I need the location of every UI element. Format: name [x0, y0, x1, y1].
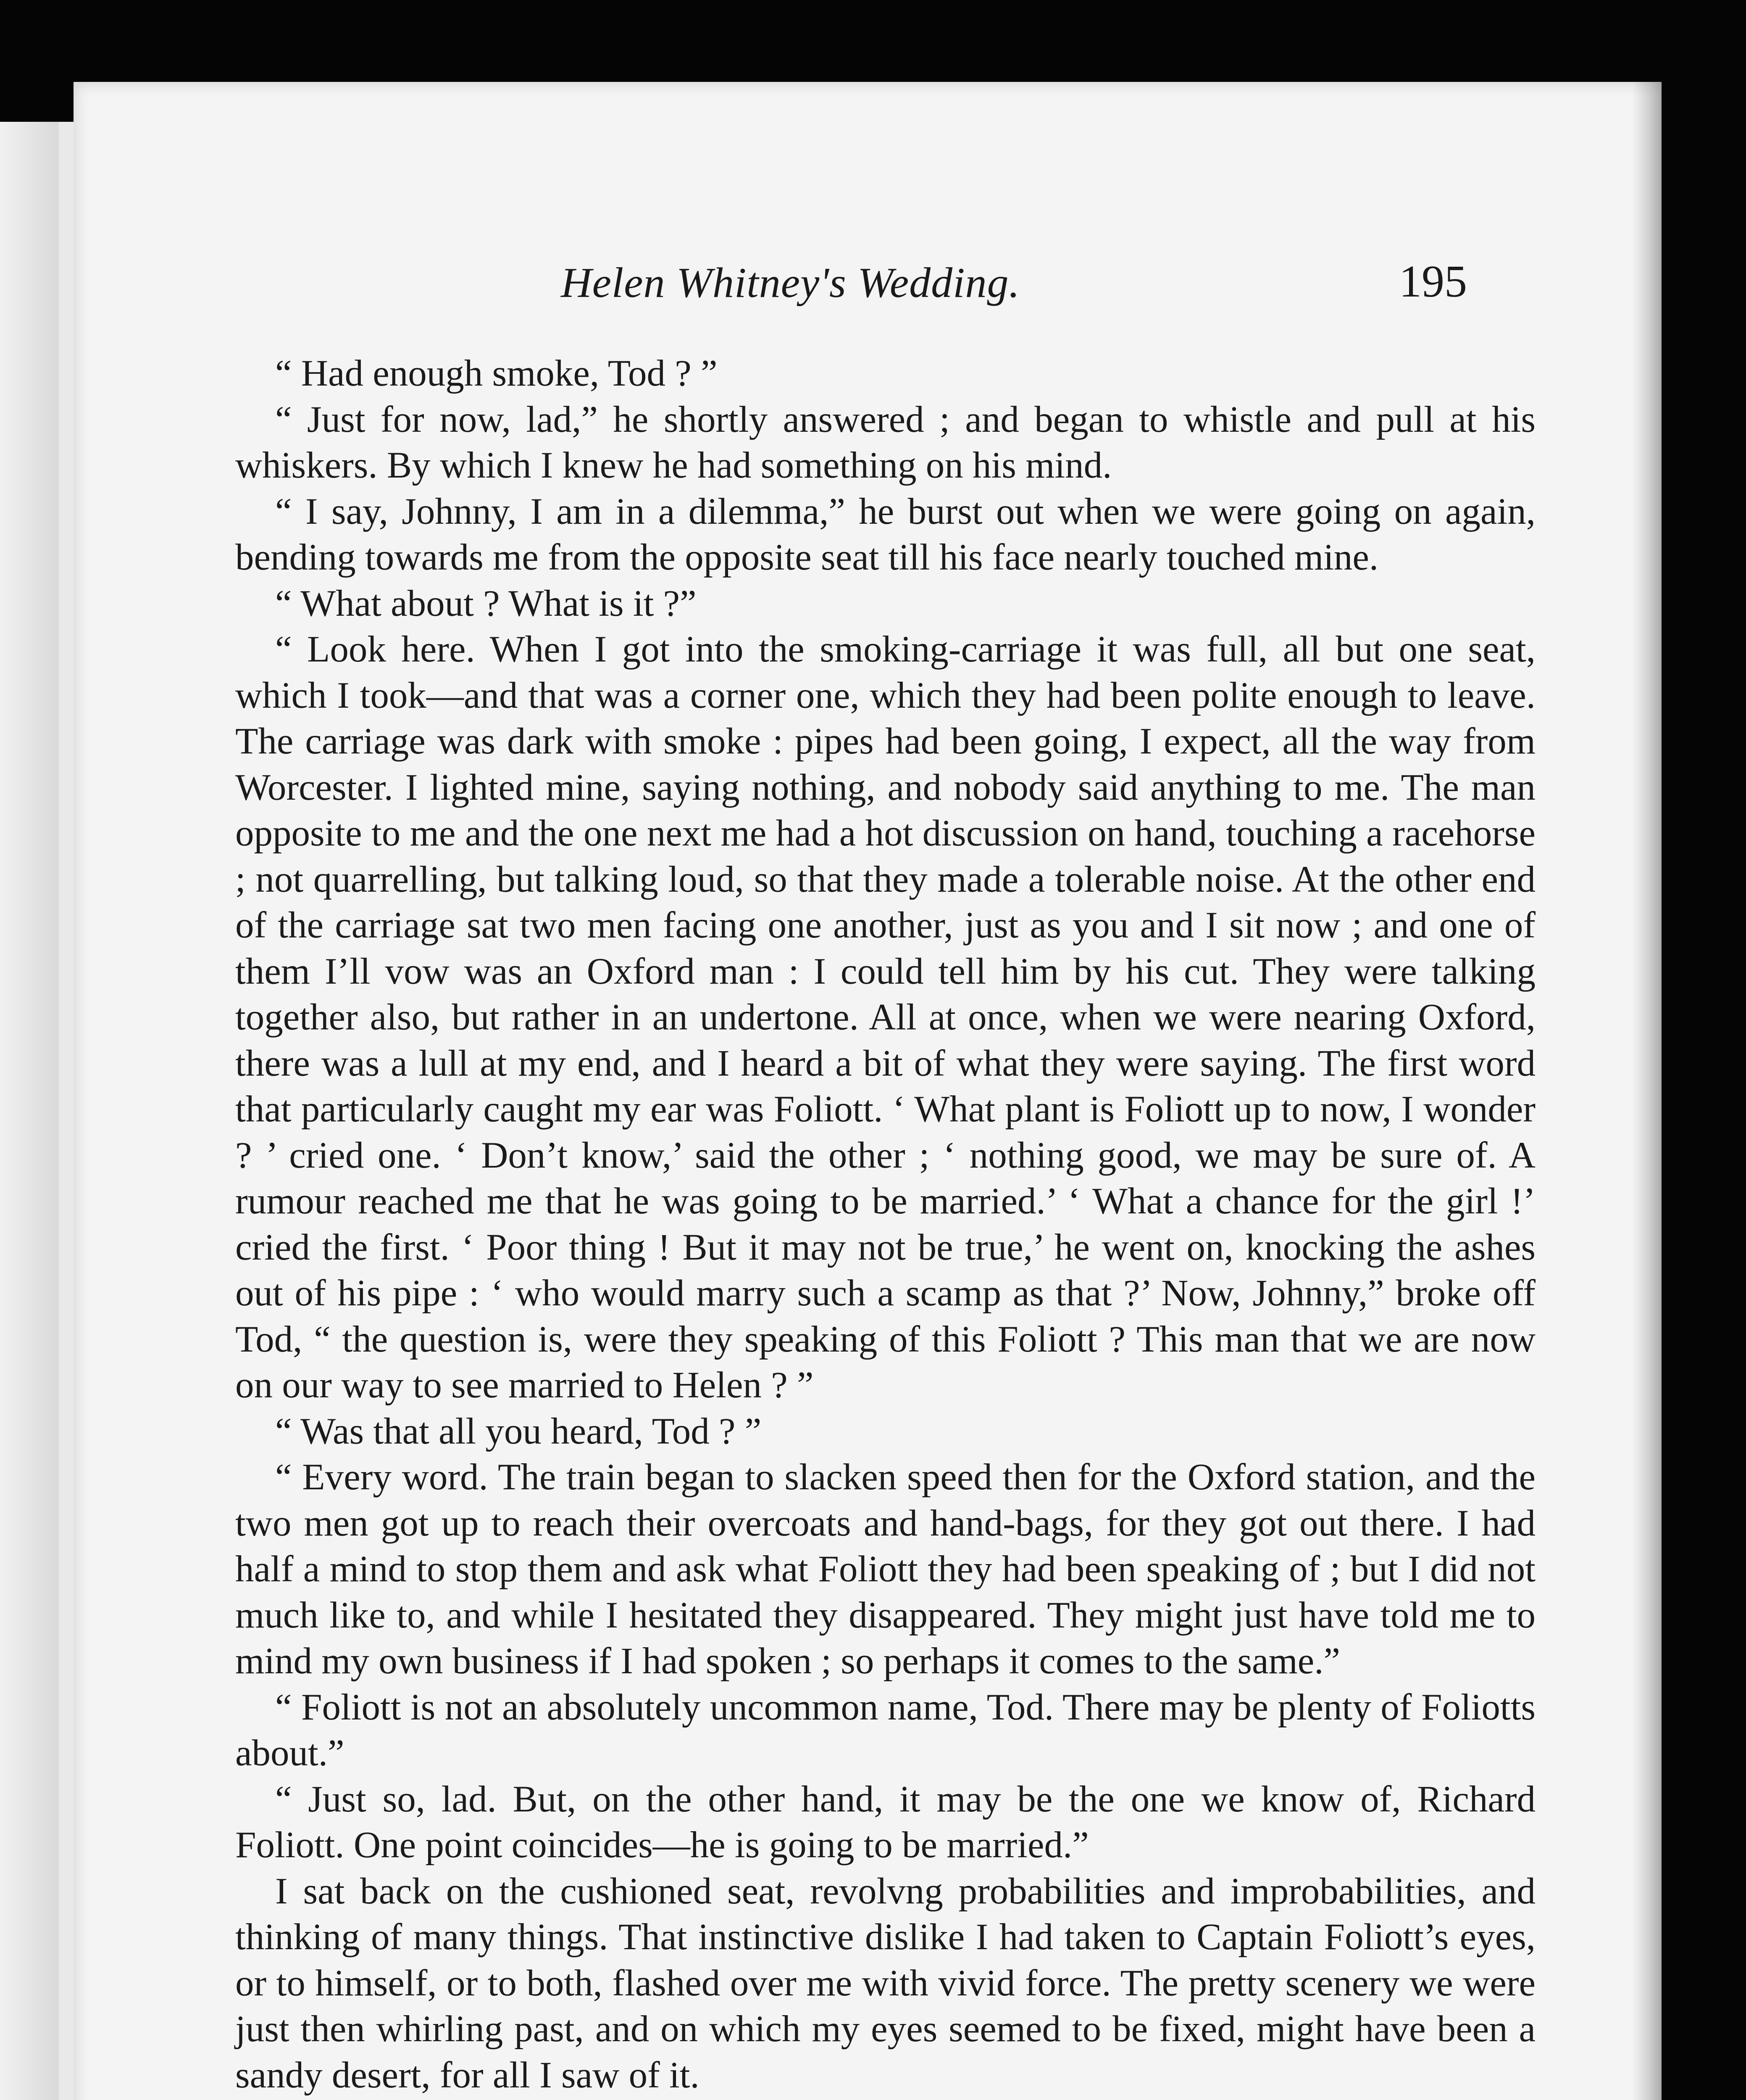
paragraph-3: “ I say, Johnny, I am in a dilemma,” he burst out when we were going on again, bending towards me from the opposite seat till his face nearly touched mine.	[235, 491, 1536, 578]
paragraph-5: “ Look here. When I got into the smoking-carriage it was full, all but one seat, which I took—and that was a corner one, which they had been polite enough to leave. The carriage was dark with smoke : pipes had been going, I expect, all the way from Worcester. I lighted mine, saying nothing, and nobody said anything to me. The man opposite to me and the one next me had a hot discussion on hand, touching a racehorse ; not quarrelling, but talking loud, so that they made a tolerable noise. At the other end of the carriage sat two men facing one another, just as you and I sit now ; and one of them I’ll vow was an Oxford man : I could tell him by his cut. They were talking together also, but rather in an undertone. All at once, when we were nearing Oxford, there was a lull at my end, and I heard a bit of what they were saying. The first word that particularly caught my ear was Foliott. ‘ What plant is Foliott up to now, I wonder ? ’ cried one. ‘ Don’t know,’ said the other ; ‘ nothing good, we may be sure of. A rumour reached me that he was going to be married.’ ‘ What a chance for the girl !’ cried the first. ‘ Poor thing ! But it may not be true,’ he went on, knocking the ashes out of his pipe : ‘ who would marry such a scamp as that ?’ Now, Johnny,” broke off Tod, “ the question is, were they speaking of this Foliott ? This man that we are now on our way to see married to Helen ? ”	[235, 629, 1536, 1406]
body-text	[235, 351, 1536, 2098]
paragraph-7: “ Every word. The train began to slacken speed then for the Oxford station, and the two men got up to reach their overcoats and hand-bags, for they got out there. I had half a mind to stop them and ask what Foliott they had been speaking of ; but I did not much like to, and while I hesitated they disappeared. They might just have told me to mind my own business if I had spoken ; so perhaps it comes to the same.”	[235, 1457, 1536, 1682]
paragraph-1: “ Had enough smoke, Tod ? ”	[275, 353, 718, 394]
facing-page-shading	[0, 122, 59, 2100]
page-number: 195	[1399, 257, 1467, 307]
book-page	[74, 82, 1662, 2100]
paragraph-9: “ Just so, lad. But, on the other hand, it may be the one we know of, Richard Foliott. One point coincides—he is going to be married.”	[235, 1778, 1536, 1866]
paragraph-6: “ Was that all you heard, Tod ? ”	[275, 1410, 762, 1452]
paragraph-2: “ Just for now, lad,” he shortly answered ; and began to whistle and pull at his whiskers. By which I knew he had something on his mind.	[235, 399, 1536, 486]
running-head	[74, 258, 1662, 326]
paragraph-8: “ Foliott is not an absolutely uncommon name, Tod. There may be plenty of Foliotts about.”	[235, 1686, 1536, 1774]
paragraph-4: “ What about ? What is it ?”	[275, 583, 697, 624]
running-title: Helen Whitney's Wedding.	[561, 259, 1020, 307]
paragraph-10: I sat back on the cushioned seat, revolvng probabilities and improbabilities, and thinking of many things. That instinctive dislike I had taken to Captain Foliott’s eyes, or to himself, or to both, flashed over me with vivid force. The pretty scenery we were just then whirling past, and on which my eyes seemed to be fixed, might have been a sandy desert, for all I saw of it.	[235, 1870, 1536, 2096]
page-gutter-shadow	[1632, 82, 1662, 2100]
